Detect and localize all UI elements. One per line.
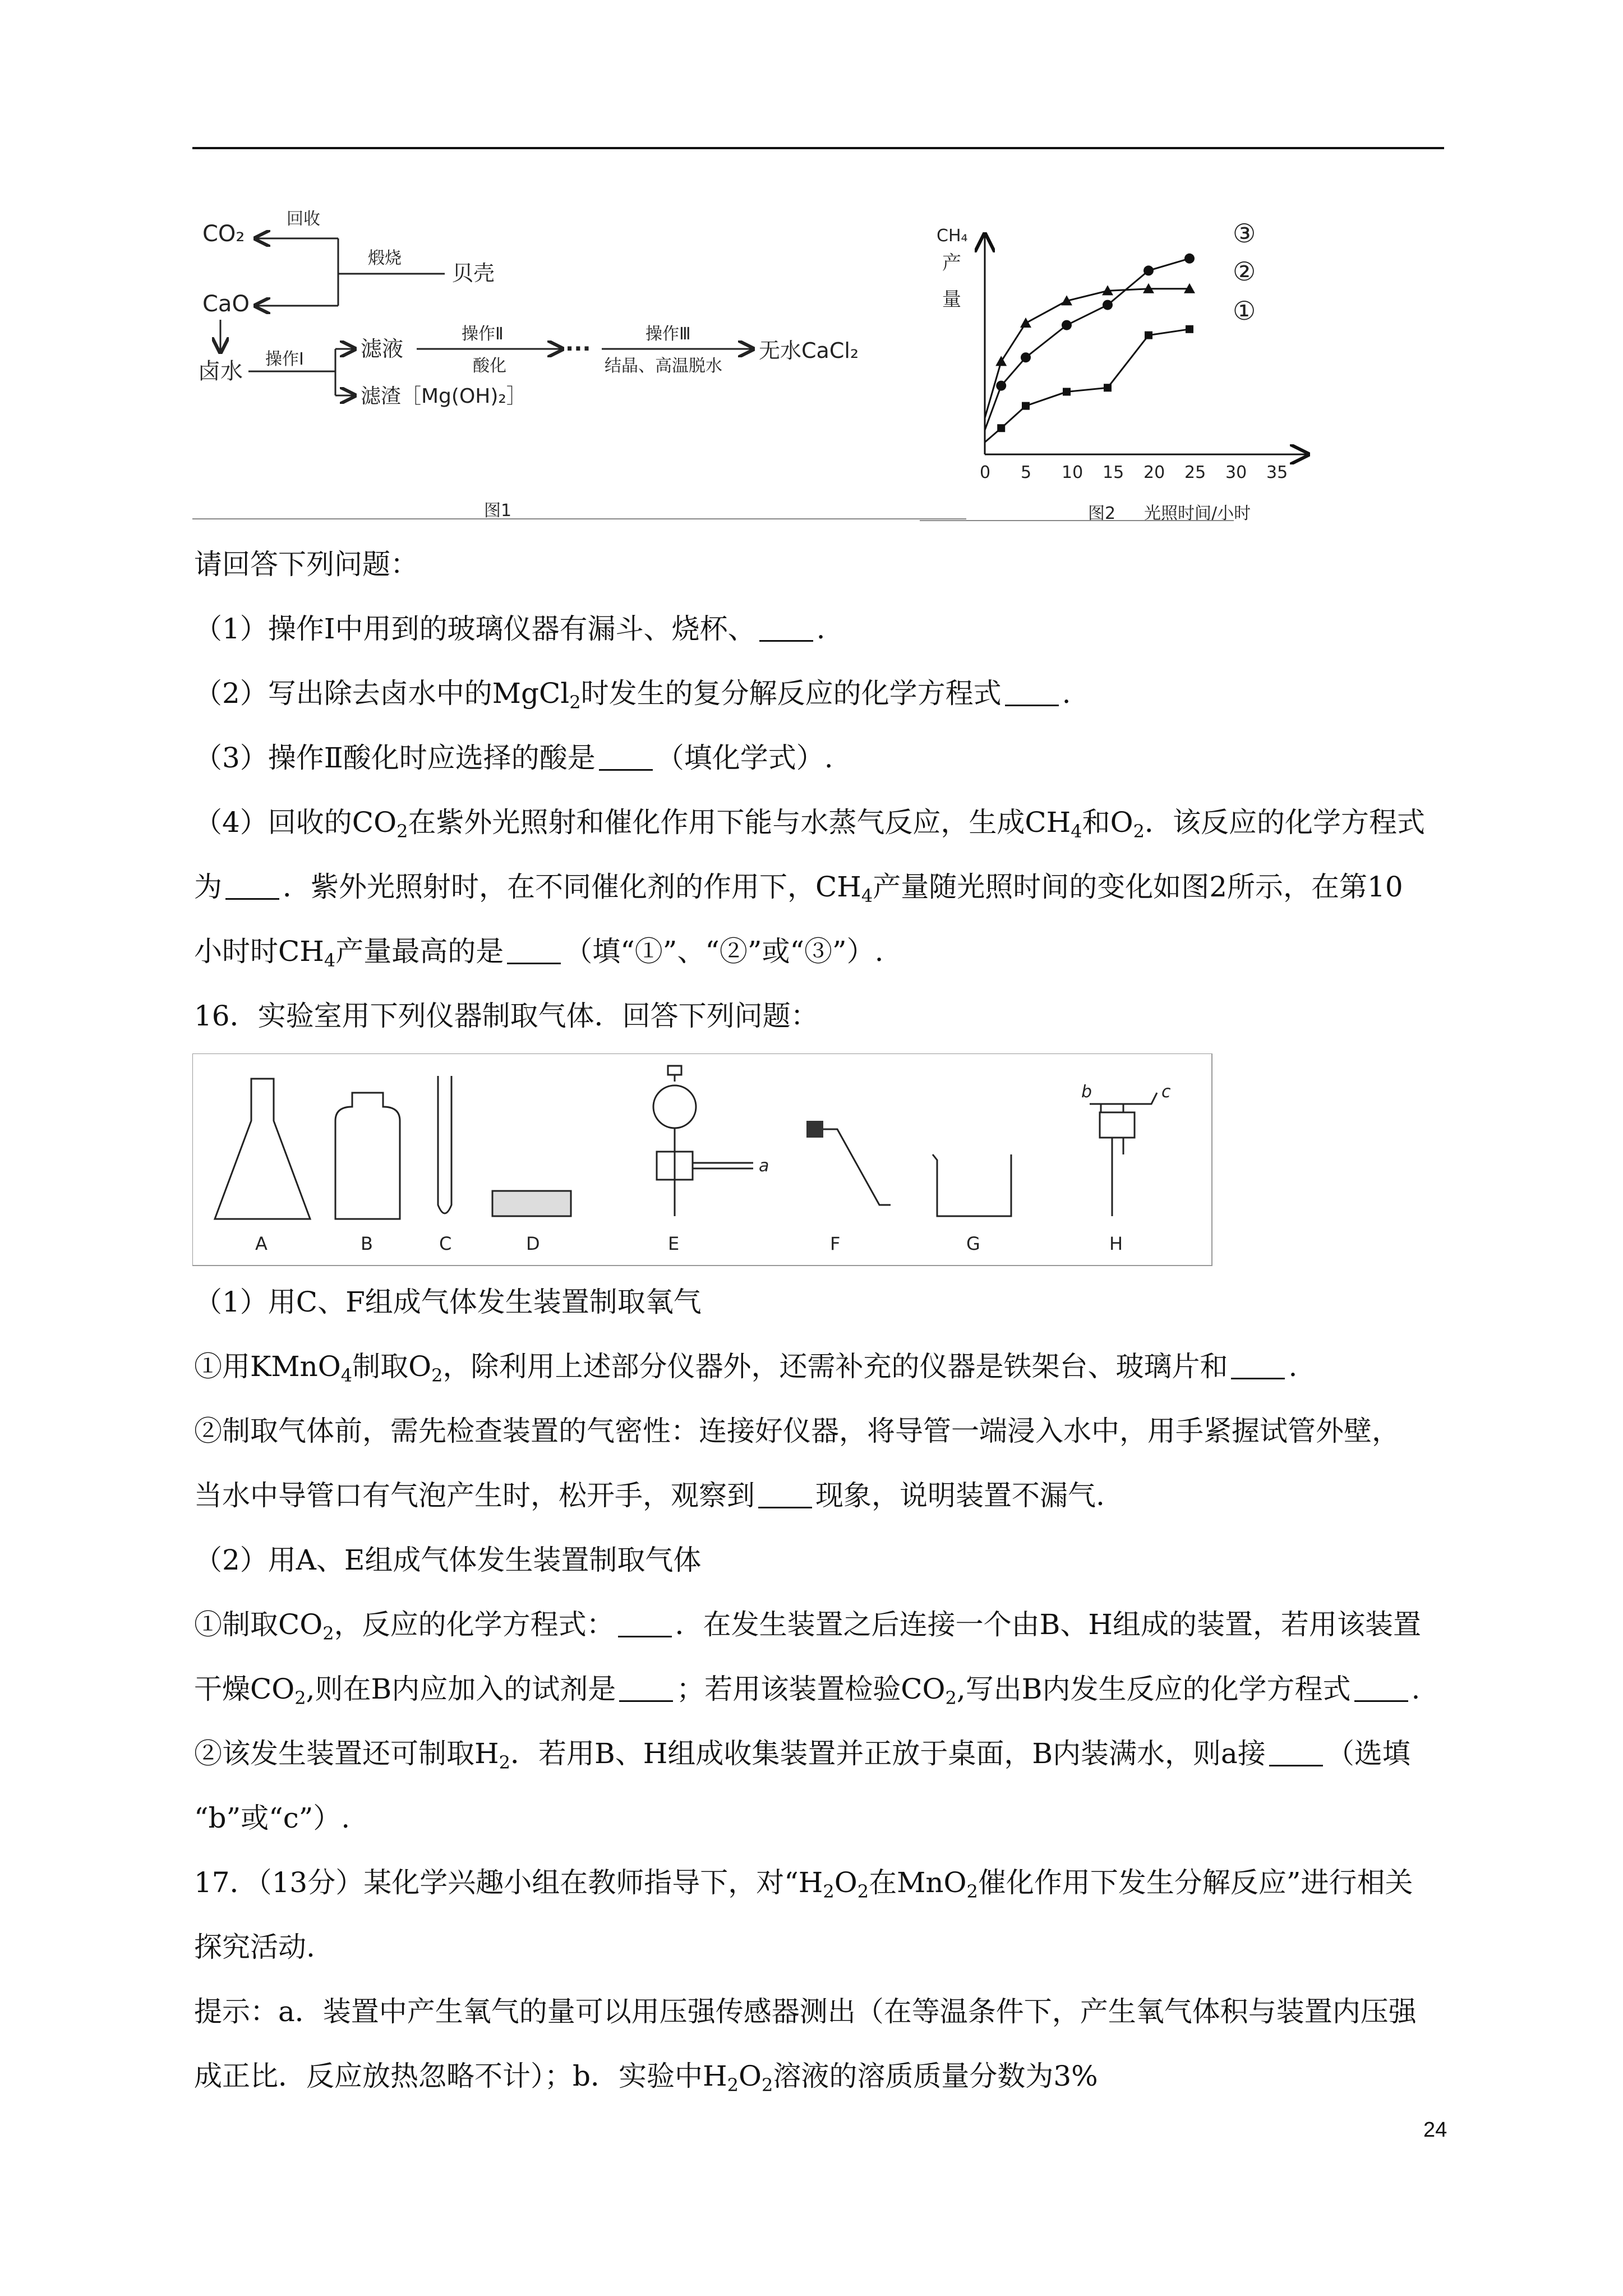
apparatus-f-bent-tube (806, 1121, 891, 1254)
fig1-suanhua: 酸化 (473, 356, 506, 376)
q17-l2: 探究活动. (194, 1931, 315, 1963)
q16-s2a: ①制取$CO_2$，反应的化学方程式： ．在发生装置之后连接一个由B、H组成的装置，若用该装置 (194, 1608, 1421, 1644)
q16-s2c: ②该发生装置还可制取$H_2$．若用B、H组成收集装置并正放于桌面，B内装满水，则a接 （选填 (194, 1737, 1410, 1773)
fig1-caption: 图1 (484, 501, 512, 521)
q16-s1b: ②制取气体前，需先检查装置的气密性：连接好仪器，将导管一端浸入水中，用手紧握试管外壁， (194, 1415, 1400, 1447)
fig2-data-point (1184, 254, 1195, 264)
answer-blank[interactable] (618, 1611, 672, 1637)
q17-l4: 成正比．反应放热忽略不计）；b．实验中$H_2O_2$溶液的溶质质量分数为3% (194, 2060, 1098, 2096)
fig2-ylabel-1: 产 (942, 252, 961, 274)
fig2-ylabel-2: 量 (942, 288, 961, 311)
q16-s1a: ①用KMnO$_4$制取$O_2$，除利用上述部分仪器外，还需补充的仪器是铁架台、玻璃片和 . (194, 1350, 1298, 1386)
fig1-co2: CO₂ (202, 221, 245, 247)
fig1-duanshao: 煅烧 (368, 249, 402, 268)
q15-part4-line3: 小时时$CH_4$产量最高的是 （填“①”、“②”或“③”）. (194, 935, 884, 971)
header-rule (192, 147, 1444, 149)
fig2-x-tick: 25 (1184, 463, 1206, 482)
apparatus-figure (192, 1053, 1213, 1267)
fig2-xlabel: 光照时间/小时 (1144, 504, 1251, 523)
fig2-data-point (1021, 352, 1031, 362)
fig2-x-tick: 20 (1144, 463, 1165, 482)
fig2-caption: 图2 (1088, 504, 1116, 523)
q15-part2: （2）写出除去卤水中的MgCl$_2$时发生的复分解反应的化学方程式 . (194, 677, 1071, 713)
fig2-x-tick: 0 (980, 463, 991, 482)
fig2-data-point (1062, 320, 1072, 330)
q15-part1: （1）操作Ⅰ中用到的玻璃仪器有漏斗、烧杯、 . (194, 613, 826, 645)
q16-s2: （2）用A、E组成气体发生装置制取气体 (194, 1544, 702, 1576)
apparatus-e-funnel (653, 1066, 769, 1254)
figure-2-chart (920, 202, 1324, 527)
page-number: 24 (1423, 2118, 1447, 2142)
answer-blank[interactable] (1005, 680, 1059, 706)
fig2-legend-label: ③ (1233, 218, 1256, 249)
fig2-x-tick: 30 (1225, 463, 1247, 482)
answer-blank[interactable] (758, 1482, 812, 1508)
svg-text:a: a (759, 1156, 769, 1176)
fig1-beike: 贝壳 (452, 261, 495, 286)
fig2-x-tick: 10 (1062, 463, 1083, 482)
q15-part3: （3）操作Ⅱ酸化时应选择的酸是 （填化学式）. (194, 742, 833, 774)
fig2-data-point (996, 381, 1006, 391)
fig1-op2: 操作Ⅱ (462, 324, 504, 344)
svg-text:F: F (830, 1233, 841, 1254)
answer-blank[interactable] (507, 938, 561, 964)
fig1-lvye: 滤液 (361, 337, 404, 361)
fig1-huishou: 回收 (287, 209, 320, 229)
fig2-data-point (1104, 384, 1112, 392)
figure-1-flowchart (192, 202, 966, 527)
answer-blank[interactable] (759, 615, 813, 642)
fig2-legend-label: ① (1233, 296, 1256, 326)
fig2-data-point (1144, 265, 1154, 275)
fig2-data-point (1103, 300, 1113, 310)
fig2-x-tick: 5 (1021, 463, 1032, 482)
fig2-data-point (1145, 332, 1152, 339)
fig2-data-point (997, 424, 1005, 432)
q17-l3: 提示：a．装置中产生氧气的量可以用压强传感器测出（在等温条件下，产生氧气体积与装置内压强 (194, 1995, 1417, 2028)
fig2-ylabel (937, 226, 968, 311)
fig2-legend-label: ② (1233, 256, 1256, 287)
svg-text:D: D (526, 1233, 540, 1254)
fig2-data-point (995, 356, 1007, 366)
answer-blank[interactable] (599, 744, 653, 771)
q17-l1: 17．（13分）某化学兴趣小组在教师指导下，对“$H_2O_2$在MnO$_2$催化作用下发生分解反应”进行相关 (194, 1866, 1413, 1902)
fig1-dots: ··· (565, 336, 591, 362)
q16-title: 16．实验室用下列仪器制取气体．回答下列问题： (194, 1000, 819, 1032)
q16-s1c: 当水中导管口有气泡产生时，松开手，观察到 现象，说明装置不漏气. (194, 1479, 1105, 1512)
apparatus-b-bottle (335, 1093, 400, 1254)
svg-text:A: A (255, 1233, 268, 1254)
fig2-ylabel-0: CH₄ (937, 226, 968, 246)
fig2-data-point (1022, 402, 1030, 410)
svg-text:E: E (668, 1233, 680, 1254)
svg-text:c: c (1161, 1082, 1171, 1102)
fig1-lvzha: 滤渣［Mg(OH)₂］ (361, 385, 527, 408)
answer-blank[interactable] (619, 1676, 673, 1702)
q15-part4-line1: （4）回收的$CO_2$在紫外光照射和催化作用下能与水蒸气反应，生成$CH_4$和$O_2$．该反应的化学方程式 (194, 806, 1425, 842)
apparatus-c-test-tube (438, 1076, 451, 1254)
fig1-op3: 操作Ⅲ (645, 324, 691, 344)
fig1-cao: CaO (202, 291, 250, 317)
fig2-data-point (1186, 325, 1193, 333)
svg-text:C: C (439, 1233, 452, 1254)
apparatus-g-beaker (933, 1154, 1011, 1254)
svg-text:H: H (1109, 1233, 1123, 1254)
fig2-x-tick: 15 (1103, 463, 1124, 482)
apparatus-d-glass-plate (492, 1191, 571, 1254)
q15-part4-line2: 为 ．紫外光照射时，在不同催化剂的作用下，$CH_4$产量随光照时间的变化如图2所示，在第10 (194, 871, 1403, 907)
fig1-lushui: 卤水 (198, 358, 243, 384)
fig2-series-line (985, 259, 1189, 430)
q16-s2b: 干燥$CO_2$,则在B内应加入的试剂是 ；若用该装置检验$CO_2$,写出B内发生反应的化学方程式 . (194, 1673, 1421, 1709)
q16-s2d: “b”或“c”）. (194, 1802, 351, 1834)
apparatus-h-stopper (1081, 1082, 1171, 1254)
fig2-data-point (1063, 388, 1071, 395)
fig1-product: 无水CaCl₂ (759, 338, 859, 363)
fig2-x-tick: 35 (1266, 463, 1288, 482)
answer-blank[interactable] (225, 873, 279, 900)
svg-text:B: B (361, 1233, 373, 1254)
answer-blank[interactable] (1354, 1676, 1408, 1702)
fig2-series-line (985, 329, 1189, 443)
svg-text:b: b (1081, 1082, 1092, 1102)
fig1-op1: 操作Ⅰ (265, 349, 304, 369)
q15-prompt: 请回答下列问题： (194, 548, 418, 581)
fig1-jiejing: 结晶、高温脱水 (605, 356, 722, 376)
fig2-series-line (985, 289, 1189, 418)
apparatus-a-conical-flask (215, 1079, 310, 1254)
q16-s1: （1）用C、F组成气体发生装置制取氧气 (194, 1286, 702, 1318)
fig2-data-point (1020, 318, 1031, 328)
answer-blank[interactable] (1269, 1740, 1323, 1766)
svg-text:G: G (966, 1233, 980, 1254)
answer-blank[interactable] (1231, 1353, 1285, 1379)
